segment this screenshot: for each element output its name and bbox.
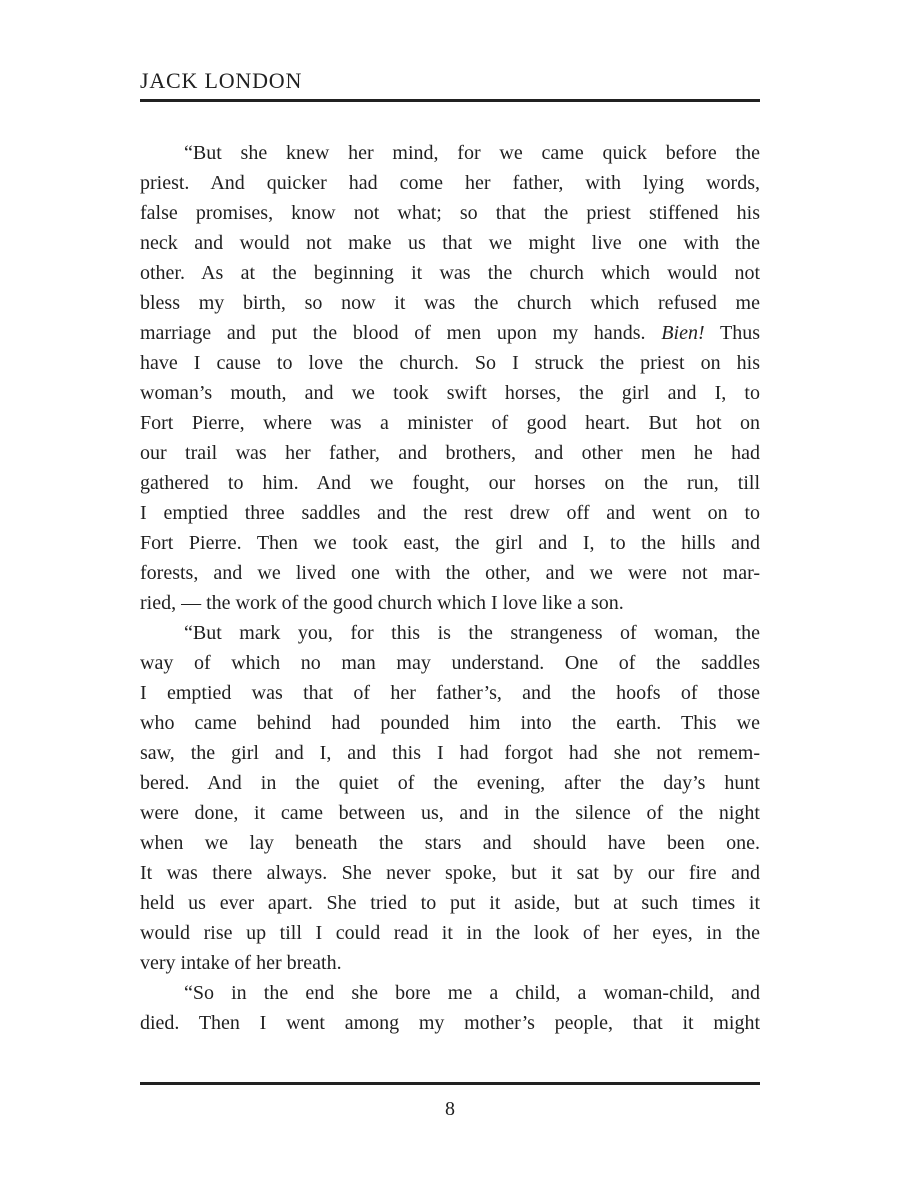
running-header-author: JACK LONDON — [140, 68, 760, 102]
text-line: when we lay beneath the stars and should have been one. — [140, 832, 760, 854]
text-line: gathered to him. And we fought, our horses on the run, till — [140, 472, 760, 494]
text-line: “So in the end she bore me a child, a woman-child, and — [184, 982, 760, 1004]
text-line: I emptied three saddles and the rest drew off and went on to — [140, 502, 760, 524]
text-line: Fort Pierre, where was a minister of good heart. But hot on — [140, 412, 760, 434]
text-line: bered. And in the quiet of the evening, after the day’s hunt — [140, 772, 760, 794]
paragraph — [140, 618, 760, 978]
paragraph — [140, 978, 760, 1038]
text-line: false promises, know not what; so that the priest stiffened his — [140, 202, 760, 224]
text-line: woman’s mouth, and we took swift horses, the girl and I, to — [140, 382, 760, 404]
text-line: priest. And quicker had come her father, with lying words, — [140, 172, 760, 194]
text-line: saw, the girl and I, and this I had forgot had she not remem- — [140, 742, 760, 764]
text-line: ried, — the work of the good church which I love like a son. — [140, 592, 624, 614]
text-line: other. As at the beginning it was the church which would not — [140, 262, 760, 284]
page-number: 8 — [445, 1098, 455, 1120]
text-line: “But mark you, for this is the strangeness of woman, the — [184, 622, 760, 644]
text-line: way of which no man may understand. One of the saddles — [140, 652, 760, 674]
footer-rule — [140, 1082, 760, 1085]
text-line: forests, and we lived one with the other, and we were not mar- — [140, 562, 760, 584]
text-line: Fort Pierre. Then we took east, the girl and I, to the hills and — [140, 532, 760, 554]
text-line: our trail was her father, and brothers, and other men he had — [140, 442, 760, 464]
text-line: died. Then I went among my mother’s people, that it might — [140, 1012, 760, 1034]
body-text — [140, 138, 760, 1038]
paragraph — [140, 138, 760, 618]
text-line: held us ever apart. She tried to put it aside, but at such times it — [140, 892, 760, 914]
text-line: neck and would not make us that we might live one with the — [140, 232, 760, 254]
text-line: bless my birth, so now it was the church which refused me — [140, 292, 760, 314]
text-line: who came behind had pounded him into the earth. This we — [140, 712, 760, 734]
text-line: very intake of her breath. — [140, 952, 342, 974]
text-line: It was there always. She never spoke, but it sat by our fire and — [140, 862, 760, 884]
text-line: have I cause to love the church. So I struck the priest on his — [140, 352, 760, 374]
text-line: marriage and put the blood of men upon my hands. Bien! Thus — [140, 322, 760, 344]
text-line: would rise up till I could read it in the look of her eyes, in the — [140, 922, 760, 944]
text-line: I emptied was that of her father’s, and the hoofs of those — [140, 682, 760, 704]
text-line: were done, it came between us, and in the silence of the night — [140, 802, 760, 824]
text-line: “But she knew her mind, for we came quick before the — [184, 142, 760, 164]
